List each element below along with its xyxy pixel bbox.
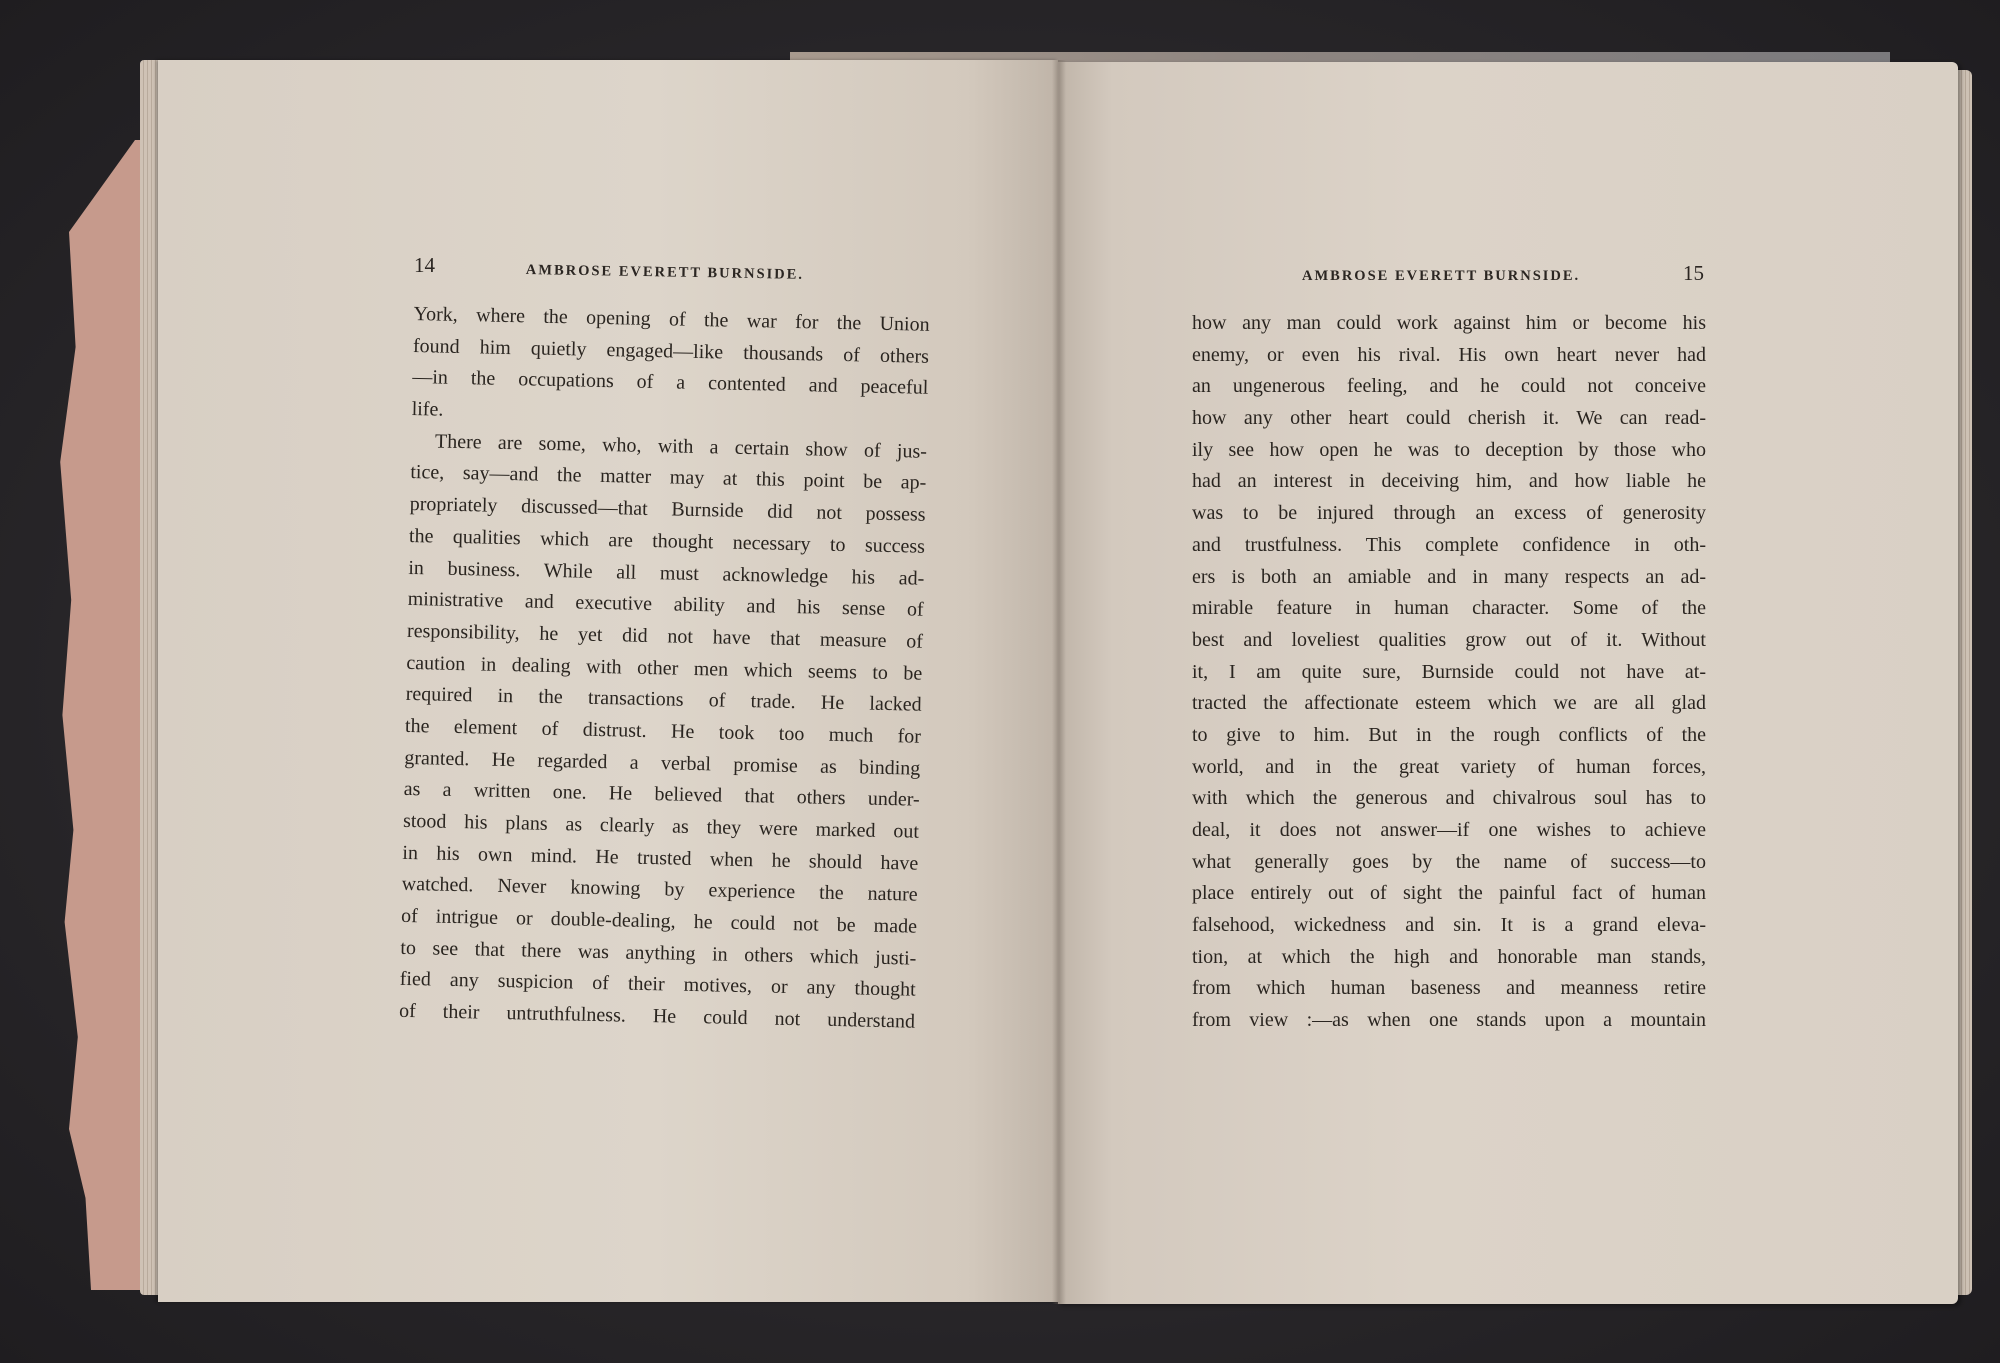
- text-line: of intrigue or double-dealing, he could not be made: [400, 904, 918, 938]
- left-page-text: [399, 299, 930, 1038]
- text-line: falsehood, wickedness and sin. It is a grand eleva-: [1192, 914, 1706, 937]
- text-line: to see that there was anything in others which justi-: [400, 936, 917, 970]
- text-line: stood his plans as clearly as they were marked out: [402, 809, 920, 843]
- text-line: the qualities which are thought necessary to success: [408, 524, 926, 558]
- text-line: of their untruthfulness. He could not understand: [398, 999, 916, 1033]
- text-line: as a written one. He believed that others under-: [403, 778, 920, 812]
- text-line: to give to him. But in the rough conflicts of the: [1192, 723, 1706, 746]
- text-line: from which human baseness and meanness retire: [1192, 977, 1706, 1000]
- text-line: ers is both an amiable and in many respects an ad-: [1192, 565, 1706, 588]
- text-line: There are some, who, with a certain show of jus-: [434, 430, 928, 463]
- text-line: what generally goes by the name of success—to: [1192, 850, 1706, 873]
- text-line: in business. While all must acknowledge his ad-: [408, 556, 925, 590]
- left-running-head: AMBROSE EVERETT BURNSIDE.: [525, 262, 805, 283]
- right-page-text: [1192, 308, 1706, 1037]
- text-line: required in the transactions of trade. He lacked: [405, 683, 922, 716]
- text-line: world, and in the great variety of human forces,: [1192, 755, 1706, 778]
- text-line: ministrative and executive ability and his sense of: [407, 588, 924, 621]
- text-line: the element of distrust. He took too much for: [404, 714, 922, 748]
- text-line: tion, at which the high and honorable man stands,: [1192, 945, 1706, 968]
- text-line: —in the occupations of a contented and peaceful: [412, 366, 929, 400]
- text-line: found him quietly engaged—like thousands of others: [412, 334, 930, 368]
- left-page-number: 14: [414, 253, 435, 277]
- text-line: with which the generous and chivalrous soul has to: [1192, 787, 1706, 810]
- text-line: in his own mind. He trusted when he should have: [402, 841, 919, 875]
- text-line: York, where the opening of the war for the Union: [413, 302, 930, 336]
- text-line: responsibility, he yet did not have that measure of: [406, 619, 924, 653]
- text-line: and trustfulness. This complete confidence in oth-: [1192, 533, 1706, 556]
- text-line: enemy, or even his rival. His own heart never had: [1192, 343, 1706, 366]
- text-line: tracted the affectionate esteem which we are all glad: [1192, 692, 1706, 715]
- text-line: was to be injured through an excess of generosity: [1192, 502, 1706, 525]
- text-line: tice, say—and the matter may at this point be ap-: [410, 461, 927, 495]
- text-line: propriately discussed—that Burnside did not possess: [409, 493, 926, 526]
- right-page-number: 15: [1683, 261, 1704, 285]
- text-line: it, I am quite sure, Burnside could not have at-: [1192, 660, 1706, 683]
- text-line: granted. He regarded a verbal promise as binding: [404, 746, 921, 780]
- text-line: had an interest in deceiving him, and how liable he: [1192, 470, 1706, 493]
- text-line: how any man could work against him or become his: [1192, 312, 1706, 334]
- text-line: deal, it does not answer—if one wishes to achieve: [1192, 819, 1706, 841]
- text-line: from view :—as when one stands upon a mountain: [1192, 1009, 1706, 1032]
- text-line: mirable feature in human character. Some of the: [1192, 597, 1706, 620]
- text-line: watched. Never knowing by experience the nature: [401, 873, 918, 907]
- text-line: caution in dealing with other men which seems to be: [406, 651, 923, 685]
- text-line: life.: [411, 398, 444, 421]
- text-line: best and loveliest qualities grow out of it. Without: [1192, 628, 1706, 651]
- right-running-head: AMBROSE EVERETT BURNSIDE.: [1302, 268, 1581, 284]
- text-line: an ungenerous feeling, and he could not conceive: [1192, 375, 1706, 398]
- book-gutter: [1052, 60, 1066, 1304]
- text-line: fied any suspicion of their motives, or any thought: [399, 968, 916, 1002]
- text-line: ily see how open he was to deception by those who: [1192, 438, 1706, 461]
- text-line: how any other heart could cherish it. We can read-: [1192, 407, 1706, 430]
- text-line: place entirely out of sight the painful fact of human: [1192, 882, 1706, 905]
